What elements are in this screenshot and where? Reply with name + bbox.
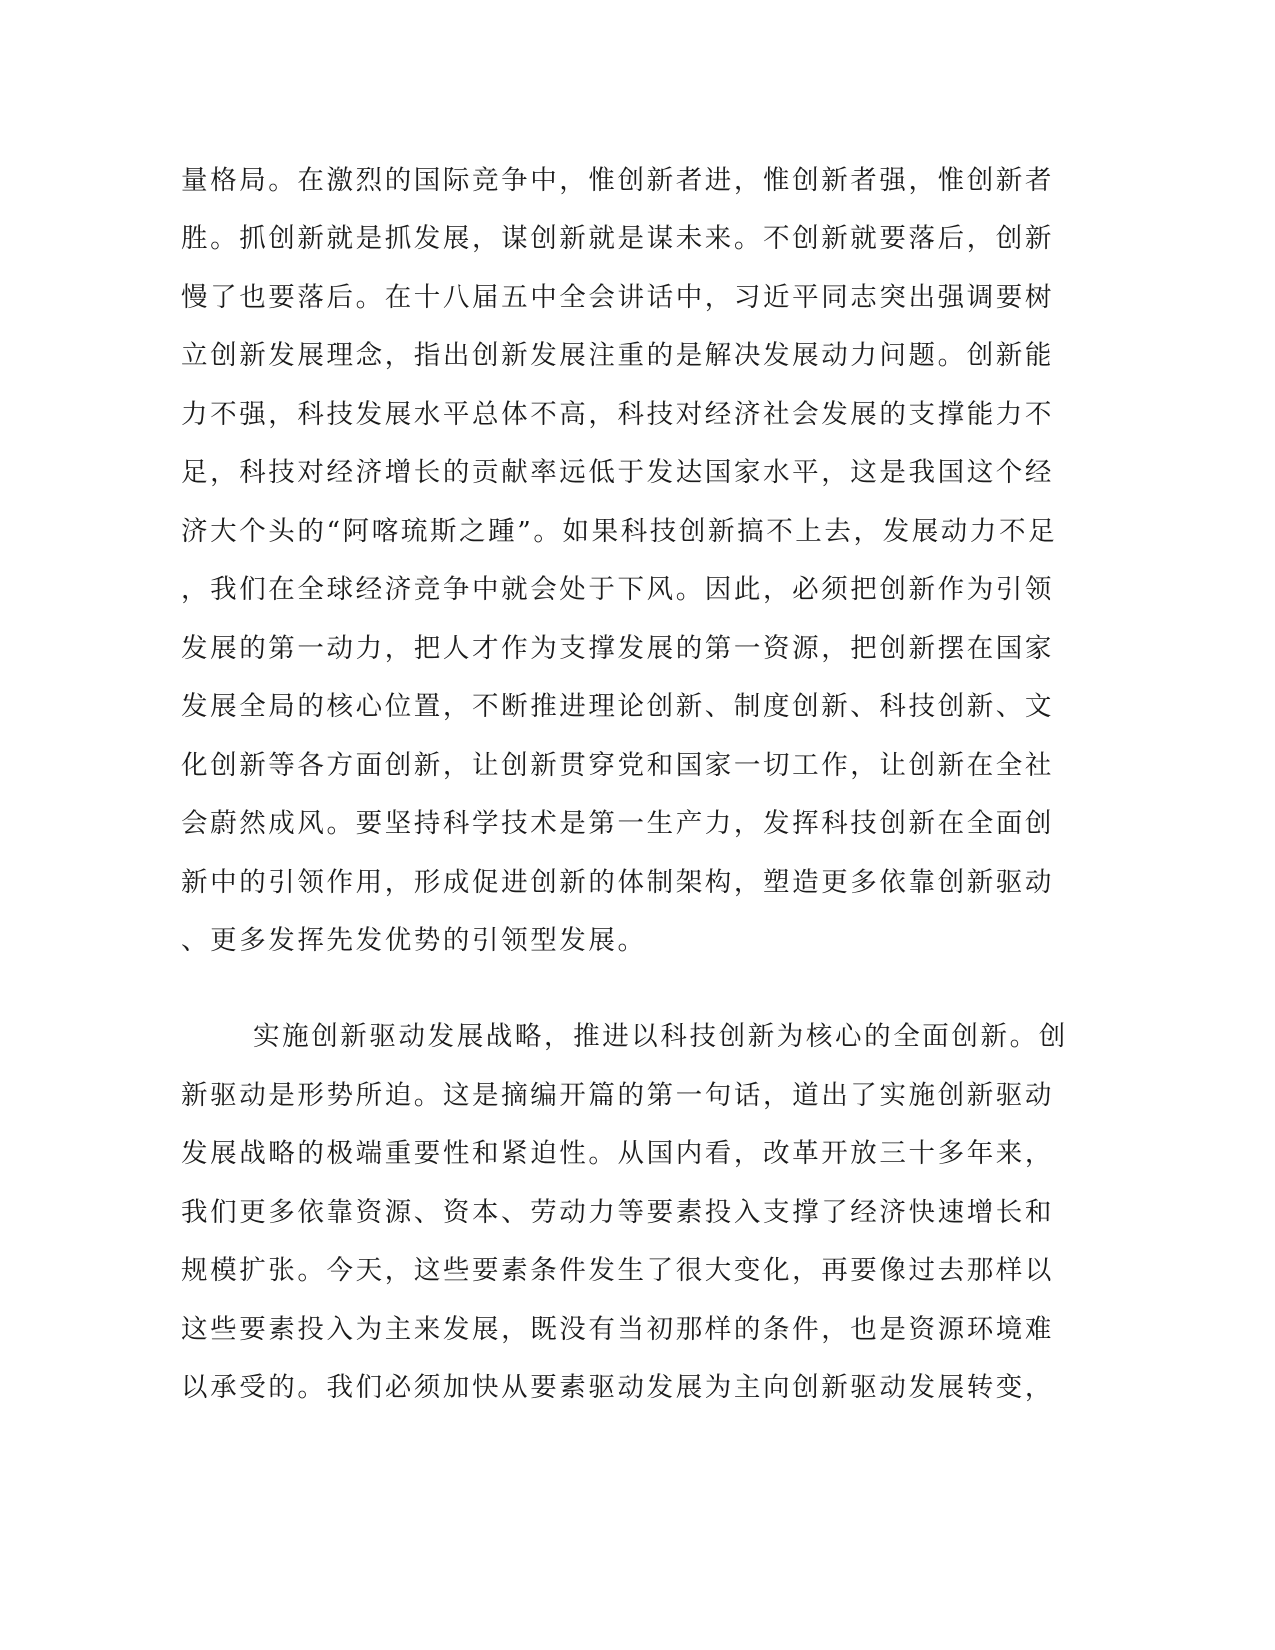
text-line: 、更多发挥先发优势的引领型发展。 [181,925,647,956]
text-line: 力不强，科技发展水平总体不高，科技对经济社会发展的支撑能力不 [181,399,1054,430]
text-line: 发展全局的核心位置，不断推进理论创新、制度创新、科技创新、文 [181,691,1054,722]
text-line: 这些要素投入为主来发展，既没有当初那样的条件，也是资源环境难 [181,1314,1054,1345]
text-line: 以承受的。我们必须加快从要素驱动发展为主向创新驱动发展转变， [181,1372,1054,1403]
text-line: 我们更多依靠资源、资本、劳动力等要素投入支撑了经济快速增长和 [181,1197,1054,1228]
paragraph-first-line: 实施创新驱动发展战略，推进以科技创新为核心的全面创新。创 [253,1021,1068,1052]
text-line: 立创新发展理念，指出创新发展注重的是解决发展动力问题。创新能 [181,340,1054,371]
text-line: 慢了也要落后。在十八届五中全会讲话中，习近平同志突出强调要树 [181,282,1054,313]
text-line: 新驱动是形势所迫。这是摘编开篇的第一句话，道出了实施创新驱动 [181,1080,1054,1111]
text-line: 胜。抓创新就是抓发展，谋创新就是谋未来。不创新就要落后，创新 [181,223,1054,254]
text-line: 发展的第一动力，把人才作为支撑发展的第一资源，把创新摆在国家 [181,633,1054,664]
text-line: 量格局。在激烈的国际竞争中，惟创新者进，惟创新者强，惟创新者 [181,165,1054,196]
text-line: 济大个头的“阿喀琉斯之踵”。如果科技创新搞不上去，发展动力不足 [181,516,1058,547]
text-line: 新中的引领作用，形成促进创新的体制架构，塑造更多依靠创新驱动 [181,867,1054,898]
text-line: 化创新等各方面创新，让创新贯穿党和国家一切工作，让创新在全社 [181,750,1054,781]
text-line: ，我们在全球经济竞争中就会处于下风。因此，必须把创新作为引领 [181,574,1054,605]
text-line: 会蔚然成风。要坚持科学技术是第一生产力，发挥科技创新在全面创 [181,808,1054,839]
text-line: 发展战略的极端重要性和紧迫性。从国内看，改革开放三十多年来， [181,1138,1054,1169]
text-line: 足，科技对经济增长的贡献率远低于发达国家水平，这是我国这个经 [181,457,1054,488]
text-line: 规模扩张。今天，这些要素条件发生了很大变化，再要像过去那样以 [181,1255,1054,1286]
